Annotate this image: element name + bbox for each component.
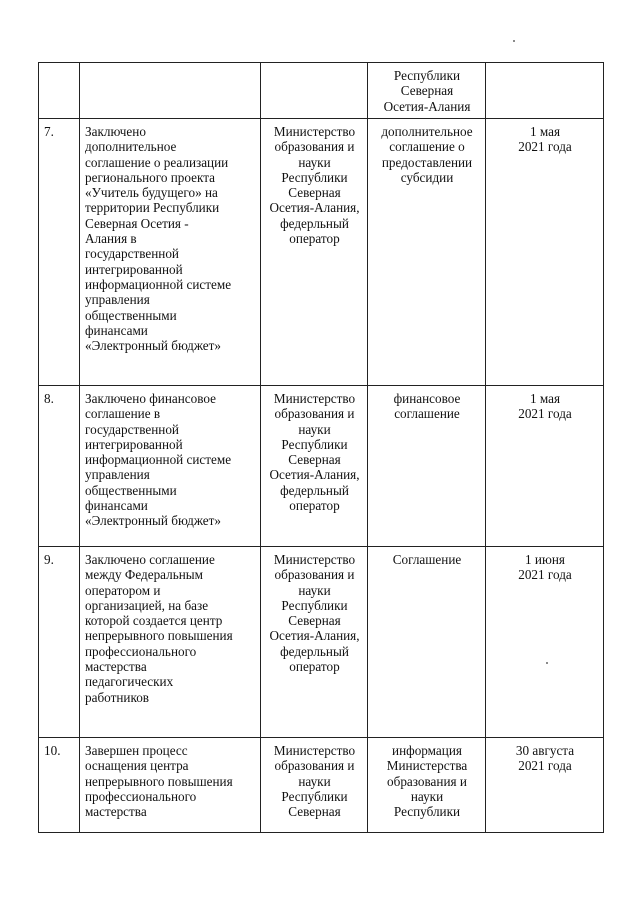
event-cell: Заключено соглашение между Федеральным оператором и организацией, на базе которой создается центр непрерывного повышения профессионального мастерства педагогических работников xyxy=(80,547,261,738)
deadline-cell: 1 июня 2021 года xyxy=(486,547,604,738)
event-cell xyxy=(80,63,261,119)
row-number-cell: 7. xyxy=(39,119,80,386)
event-cell: Заключено дополнительное соглашение о реализации регионального проекта «Учитель будущего» на территории Республики Северная Осетия - Алания в государственной интегрированной информационной системе управления общественными финансами «Электронный бюджет» xyxy=(80,119,261,386)
responsible-cell xyxy=(261,63,368,119)
document-type-cell: Республики Северная Осетия-Алания xyxy=(368,63,486,119)
deadline-cell: 1 мая 2021 года xyxy=(486,386,604,547)
scan-speck xyxy=(513,40,515,42)
responsible-cell: Министерство образования и науки Республики Северная xyxy=(261,738,368,833)
responsible-cell: Министерство образования и науки Республики Северная Осетия-Алания, федерльный оператор xyxy=(261,547,368,738)
document-type-cell: финансовое соглашение xyxy=(368,386,486,547)
table-row-7 xyxy=(39,119,604,386)
table-row-continuation xyxy=(39,63,604,119)
event-cell: Заключено финансовое соглашение в государственной интегрированной информационной системе управления общественными финансами «Электронный бюджет» xyxy=(80,386,261,547)
deadline-cell xyxy=(486,63,604,119)
document-type-cell: информация Министерства образования и науки Республики xyxy=(368,738,486,833)
deadline-cell: 1 мая 2021 года xyxy=(486,119,604,386)
event-cell: Завершен процесс оснащения центра непрерывного повышения профессионального мастерства xyxy=(80,738,261,833)
table-row-9 xyxy=(39,547,604,738)
document-type-cell: Соглашение xyxy=(368,547,486,738)
table-row-10 xyxy=(39,738,604,833)
row-number-cell: 10. xyxy=(39,738,80,833)
responsible-cell: Министерство образования и науки Республики Северная Осетия-Алания, федерльный оператор xyxy=(261,386,368,547)
deadline-cell: 30 августа 2021 года xyxy=(486,738,604,833)
plan-table xyxy=(38,62,604,833)
row-number-cell: 8. xyxy=(39,386,80,547)
document-type-cell: дополнительное соглашение о предоставлении субсидии xyxy=(368,119,486,386)
responsible-cell: Министерство образования и науки Республики Северная Осетия-Алания, федерльный оператор xyxy=(261,119,368,386)
row-number-cell: 9. xyxy=(39,547,80,738)
row-number-cell xyxy=(39,63,80,119)
table-row-8 xyxy=(39,386,604,547)
